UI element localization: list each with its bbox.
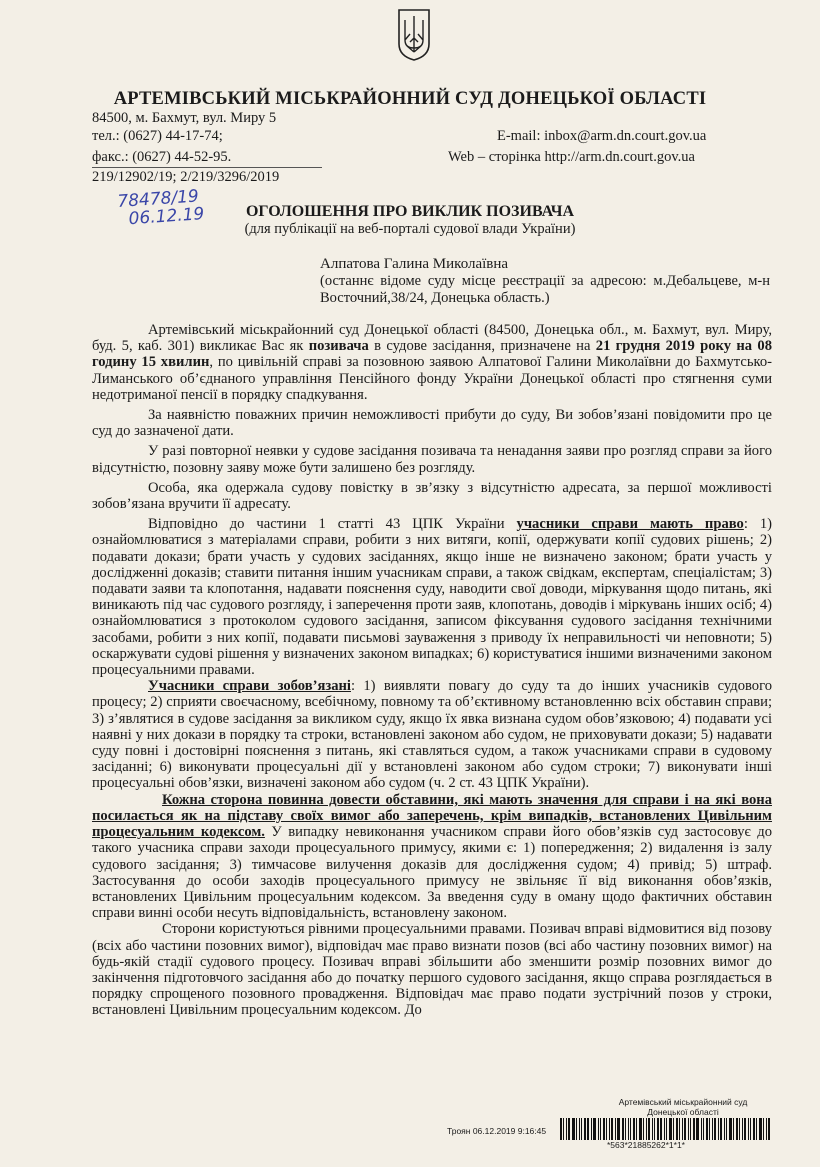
court-address: 84500, м. Бахмут, вул. Миру 5 bbox=[92, 110, 277, 126]
handwritten-date: 06.12.19 bbox=[128, 204, 205, 230]
addressee-address: (останнє відоме суду місце реєстрації за адресою: м.Дебальцеве, м-н Восточний,38/24, Донецька область.) bbox=[320, 273, 770, 307]
footer-court-line1: Артемівський міськрайонний суд bbox=[618, 1097, 748, 1107]
paragraph-obligations: Учасники справи зобов’язані: 1) виявляти повагу до суду та до інших учасників судового процесу; 2) сприяти своєчасному, всебічному, повному та об’єктивному встановленню всіх обставин справи; 3) з’являтися в судове засідання за викликом суду, якщо їх явка визнана судом обов’язковою; 4) подавати усі наявні у них докази в порядку та строки, встановлені законом або судом, не приховувати докази; 5) надавати суду повні і достовірні пояснення з питань, які ставляться судом, а також учасниками справи в судовому засіданні; 6) виконувати процесуальні дії у встановлені законом або судом строки; 7) виконувати інші процесуальні обов’язки, визначені законом або судом (ч. 2 ст. 43 ЦПК України). bbox=[92, 678, 773, 792]
paragraph-equal-rights: Сторони користуються рівними процесуальними правами. Позивач вправі відмовитися від позову (всіх або частини позовних вимог), відповідач має право визнати позов (всі або частину позовних вимог) на будь-якій стадії судового процесу. Позивач вправі збільшити або зменшити розмір позовних вимог до закінчення підготовчого засідання або до початку першого судового засідання, якщо справа розглядається в порядку спрощеного позовного провадження. Відповідач має право подати зустрічний позов у строки, встановлені Цивільним процесуальним кодексом. До bbox=[92, 921, 772, 1019]
barcode bbox=[560, 1118, 785, 1140]
court-name: АРТЕМІВСЬКИЙ МІСЬКРАЙОННИЙ СУД ДОНЕЦЬКОЇ ОБЛАСТІ bbox=[113, 89, 707, 109]
court-website: Web – сторінка http://arm.dn.court.gov.ua bbox=[448, 149, 695, 165]
notice-body bbox=[92, 322, 772, 1019]
document-subtitle: (для публікації на веб-порталі судової влади України) bbox=[244, 221, 576, 237]
paragraph-absence: У разі повторної неявки у судове засідання позивача та ненадання заяви про розгляд справи за його відсутністю, позовну заяву може бути залишено без розгляду. bbox=[92, 443, 772, 476]
barcode-text: *563*21885262*1*1* bbox=[607, 1140, 685, 1150]
registration-stamp: Троян 06.12.2019 9:16:45 bbox=[447, 1126, 547, 1136]
paragraph-summons: Артемівський міськрайонний суд Донецької області (84500, Донецька обл., м. Бахмут, вул. Миру, буд. 5, каб. 301) викликає Вас як позивача в судове засідання, призначене на 21 грудня 2019 року на 08 годину 15 хвилин, по цивільній справі за позовною заявою Алпатової Галини Миколаївни до Бахмутсько-Лиманського об’єднаного управління Пенсійного фонду України Донецької області про стягнення суми недотриманої пенсії в порядку спадкування. bbox=[92, 322, 772, 403]
paragraph-notify: За наявністю поважних причин неможливості прибути до суду, Ви зобов’язані повідомити про це суд до зазначеної дати. bbox=[92, 407, 772, 440]
footer-court bbox=[603, 1097, 763, 1117]
paragraph-rights: Відповідно до частини 1 статті 43 ЦПК України учасники справи мають право: 1) ознайомлюватися з матеріалами справи, робити з них витяги, копії, одержувати копії судових рішень; 2) подавати докази; брати участь у судових засіданнях, якщо інше не визначено законом; брати участь у дослідженні доказів; ставити питання іншим учасникам справи, а також свідкам, експертам, спеціалістам; 3) подавати заяви та клопотання, надавати пояснення суду, наводити свої доводи, міркування щодо питань, які виникають під час судового розгляду, і заперечення проти заяв, клопотань, доводів і міркувань інших осіб; 4) ознайомлюватися з протоколом судового засідання, записом фіксування судового засідання технічними засобами, робити з них копії, подавати письмові зауваження з приводу їх неправильності чи неповноти; 5) оскаржувати судові рішення у визначених законом випадках; 6) користуватися іншими визначеними законом процесуальними правами. bbox=[92, 516, 772, 679]
paragraph-evidence: Кожна сторона повинна довести обставини, які мають значення для справи і на які вона посилається як на підставу своїх вимог або заперечень, крім випадків, встановлених Цивільним процесуальним кодексом. У випадку невиконання учасником справи його обов’язків суд застосовує до такого учасника справи заходи процесуального примусу, якими є: 1) попередження; 2) видалення із залу судового засідання; 3) тимчасове вилучення доказів для дослідження судом; 4) привід; 5) штраф. Застосування до особи заходів процесуального примусу не звільняє її від виконання обов’язків, встановлених Цивільним процесуальним кодексом. За введення суду в оману щодо фактичних обставин справи винні особи несуть відповідальність, встановлену законом. bbox=[92, 791, 772, 922]
addressee-name: Алпатова Галина Миколаївна bbox=[320, 256, 509, 272]
court-phone: тел.: (0627) 44-17-74; bbox=[92, 128, 223, 144]
document-title: ОГОЛОШЕННЯ ПРО ВИКЛИК ПОЗИВАЧА bbox=[245, 203, 575, 220]
court-email: E-mail: inbox@arm.dn.court.gov.ua bbox=[497, 128, 707, 144]
paragraph-delivery: Особа, яка одержала судову повістку в зв’язку з відсутністю адресата, за першої можливості зобов’язана вручити її адресату. bbox=[92, 479, 772, 513]
footer-court-line2: Донецької області bbox=[647, 1107, 719, 1117]
handwritten-ref: 78478/19 bbox=[116, 186, 200, 212]
case-numbers: 219/12902/19; 2/219/3296/2019 bbox=[92, 167, 322, 186]
coat-of-arms-emblem bbox=[397, 8, 431, 62]
court-fax: факс.: (0627) 44-52-95. bbox=[92, 149, 232, 165]
